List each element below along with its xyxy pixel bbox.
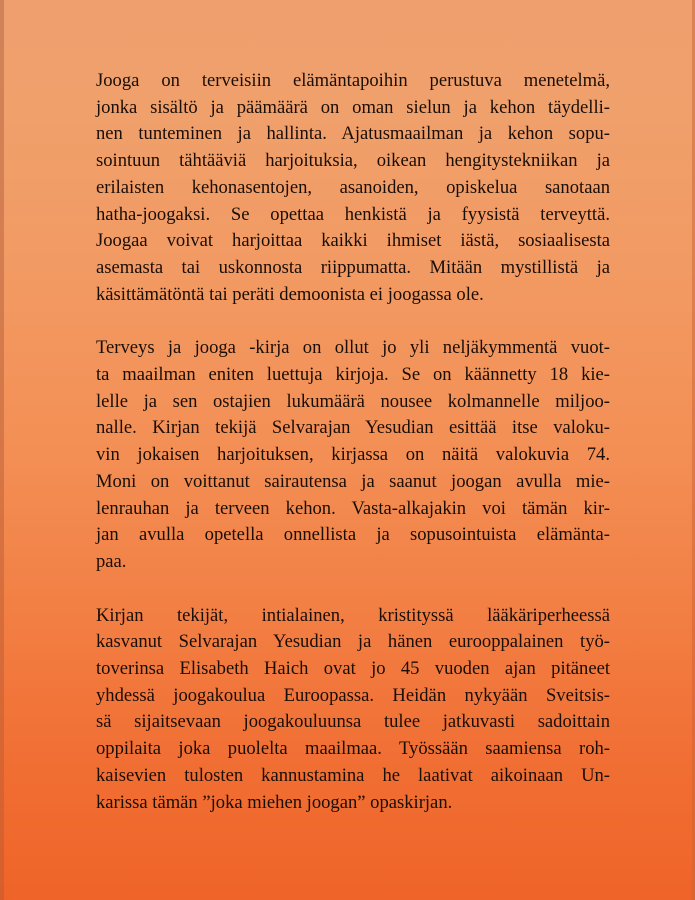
text-line: erilaisten kehonasentojen, asanoiden, opiskelua sanotaan bbox=[96, 176, 610, 198]
text-line: sointuun tähtääviä harjoituksia, oikean hengitystekniikan ja bbox=[96, 150, 610, 172]
text-line: käsittämätöntä tai peräti demoonista ei joogassa ole. bbox=[96, 283, 484, 305]
text-line: Kirjan tekijät, intialainen, kristityssä lääkäriperheessä bbox=[96, 604, 610, 626]
paragraph-gap bbox=[96, 576, 610, 603]
paragraph-intro bbox=[96, 68, 610, 308]
text-line: Terveys ja jooga -kirja on ollut jo yli neljäkymmentä vuot- bbox=[96, 337, 610, 359]
text-line: sä sijaitsevaan joogakouluunsa tulee jatkuvasti sadoittain bbox=[96, 711, 610, 733]
text-line: paa. bbox=[96, 550, 127, 572]
text-line: hatha-joogaksi. Se opettaa henkistä ja fyysistä terveyttä. bbox=[96, 203, 610, 225]
text-line: ta maailman eniten luettuja kirjoja. Se on käännetty 18 kie- bbox=[96, 364, 610, 386]
paragraph-gap bbox=[96, 308, 610, 335]
text-line: asemasta tai uskonnosta riippumatta. Mitään mystillistä ja bbox=[96, 256, 610, 278]
text-line: nalle. Kirjan tekijä Selvarajan Yesudian esittää itse valoku- bbox=[96, 417, 610, 439]
text-line: kasvanut Selvarajan Yesudian ja hänen eurooppalainen työ- bbox=[96, 631, 610, 653]
text-line: Moni on voittanut sairautensa ja saanut joogan avulla mie- bbox=[96, 470, 610, 492]
text-line: vin jokaisen harjoituksen, kirjassa on näitä valokuvia 74. bbox=[96, 444, 610, 466]
back-cover-text bbox=[96, 68, 610, 816]
text-line: nen tunteminen ja hallinta. Ajatusmaailman ja kehon sopu- bbox=[96, 123, 610, 145]
text-line: lelle ja sen ostajien lukumäärä nousee kolmannelle miljoo- bbox=[96, 390, 610, 412]
text-line: jan avulla opetella onnellista ja sopusointuista elämänta- bbox=[96, 524, 610, 546]
text-line: toverinsa Elisabeth Haich ovat jo 45 vuoden ajan pitäneet bbox=[96, 658, 610, 680]
text-line: Jooga on terveisiin elämäntapoihin perustuva menetelmä, bbox=[96, 70, 610, 91]
paragraph-book bbox=[96, 335, 610, 575]
paragraph-authors bbox=[96, 603, 610, 817]
text-line: jonka sisältö ja päämäärä on oman sielun ja kehon täydelli- bbox=[96, 96, 610, 118]
text-line: yhdessä joogakoulua Euroopassa. Heidän nykyään Sveitsis- bbox=[96, 684, 610, 706]
cover-left-edge bbox=[0, 0, 4, 900]
text-line: karissa tämän ”joka miehen joogan” opaskirjan. bbox=[96, 791, 453, 813]
text-line: kaisevien tulosten kannustamina he laativat aikoinaan Un- bbox=[96, 764, 610, 786]
text-line: lenrauhan ja terveen kehon. Vasta-alkajakin voi tämän kir- bbox=[96, 497, 610, 519]
text-line: oppilaita joka puolelta maailmaa. Työssään saamiensa roh- bbox=[96, 738, 610, 760]
text-line: Joogaa voivat harjoittaa kaikki ihmiset iästä, sosiaalisesta bbox=[96, 230, 610, 252]
